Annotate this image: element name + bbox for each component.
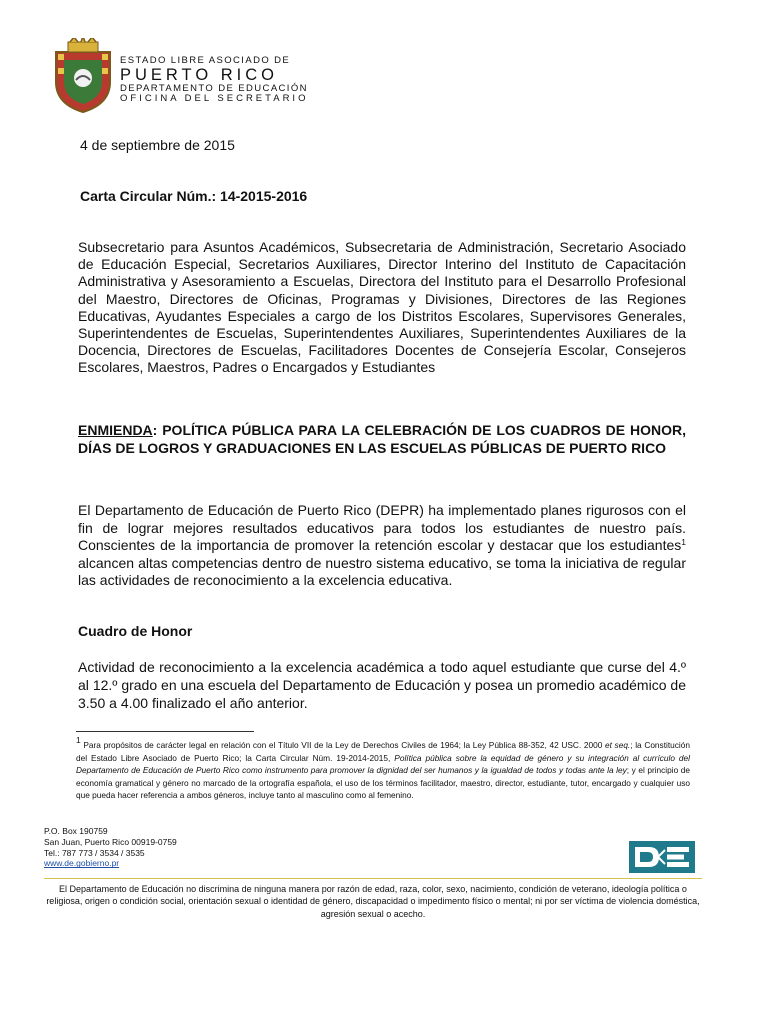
addressees: Subsecretario para Asuntos Académicos, Subsecretaria de Administración, Secretario Asociado de Educación Especial, Secretarios Auxiliares, Director Interino del Instituto de Capacitación Administrativa y Asesoramiento a Escuelas, Directora del Instituto para el Desarrollo Profesional del Maestro, Directores de Oficinas, Programas y Divisiones, Directores de las Regiones Educativas, Ayudantes Especiales a cargo de los Distritos Escolares, Supervisores Generales, Superintendentes de Escuelas, Superintendentes Auxiliares, Superintendentes Auxiliares de la Docencia, Directores de Escuelas, Facilitadores Docentes de Consejería Escolar, Consejeros Escolares, Maestros, Padres o Encargados y Estudiantes	[78, 239, 686, 376]
footnote	[76, 735, 691, 802]
website-link[interactable]: www.de.gobierno.pr	[44, 858, 120, 869]
footnote-italic-title: Política pública sobre la equidad de género y su integración al currículo del Departamento de Educación de Puerto Rico como instrumento para promover la dignidad del ser humanos y la igualdad de todos y todas ante la ley	[76, 752, 691, 776]
circular-number: Carta Circular Núm.: 14-2015-2016	[80, 188, 308, 204]
subject-text: : POLÍTICA PÚBLICA PARA LA CELEBRACIÓN DE LOS CUADROS DE HONOR, DÍAS DE LOGROS Y GRADUACIONES EN LAS ESCUELAS PÚBLICAS DE PUERTO RICO	[78, 422, 686, 456]
footnote-ref: 1	[681, 537, 686, 547]
footnote-part-3: ; y el principio de economía gramatical y género no marcado de la ortografía española, el uso de los términos facilitador, maestro, director, estudiante, tutor, encargado y cualquier uso que pueda hacer referencia a ambos géneros, incluye tanto al masculino como al femenino.	[76, 765, 690, 801]
agency-name	[120, 56, 308, 105]
letter-date: 4 de septiembre de 2015	[80, 137, 235, 153]
subject-prefix: ENMIENDA	[78, 422, 153, 438]
footnote-part-2: ; la Constitución del Estado Libre Asociado de Puerto Rico; la Carta Circular Núm. 19-2014-2015,	[76, 740, 690, 763]
agency-line-1: ESTADO LIBRE ASOCIADO DE	[120, 55, 291, 66]
intro-paragraph	[78, 502, 686, 590]
non-discrimination-notice: El Departamento de Educación no discrimina de ninguna manera por razón de edad, raza, color, sexo, nacimiento, condición de veterano, ideología política o religiosa, origen o condición social, orientación sexual o identidad de género, discapacidad o impedimento físico o mental; ni por ser víctima de violencia doméstica, agresión sexual o acecho.	[46, 884, 700, 919]
footnote-part-1: Para propósitos de carácter legal en relación con el Título VII de la Ley de Derechos Civiles de 1964; la Ley Pública 88-352, 42 USC. 2000	[80, 740, 605, 750]
agency-line-2: PUERTO RICO	[120, 65, 278, 84]
contact-block	[44, 826, 177, 869]
footnote-divider	[76, 731, 254, 732]
honor-roll-paragraph: Actividad de reconocimiento a la excelencia académica a todo aquel estudiante que curse del 4.º al 12.º grado en una escuela del Departamento de Educación y posea un promedio académico de 3.50 a 4.00 finalizado el año anterior.	[78, 659, 686, 711]
footnote-number: 1	[76, 735, 81, 745]
phone-numbers: Tel.: 787 773 / 3534 / 3535	[44, 847, 145, 858]
footer-divider	[44, 878, 702, 879]
agency-line-4: OFICINA DEL SECRETARIO	[120, 93, 309, 104]
agency-line-3: DEPARTAMENTO DE EDUCACIÓN	[120, 82, 308, 94]
intro-text-a: El Departamento de Educación de Puerto Rico (DEPR) ha implementado planes rigurosos con el fin de lograr mejores resultados educativos para todos los estudiantes de nuestro país. Conscientes de la importancia de promover la retención escolar y destacar que los estudiantes	[78, 502, 686, 553]
po-box: P.O. Box 190759	[44, 826, 108, 836]
de-logo-icon	[627, 838, 697, 876]
city-address: San Juan, Puerto Rico 00919-0759	[44, 836, 177, 847]
footnote-et-seq: et seq.	[604, 740, 631, 750]
section-heading: Cuadro de Honor	[78, 623, 193, 639]
subject-heading	[78, 422, 686, 457]
letterhead	[50, 38, 310, 114]
intro-text-b: alcancen altas competencias dentro de nuestro sistema educativo, se toma la iniciativa de regular las actividades de reconocimiento a la excelencia educativa.	[78, 554, 686, 588]
coat-of-arms-icon	[50, 38, 116, 114]
